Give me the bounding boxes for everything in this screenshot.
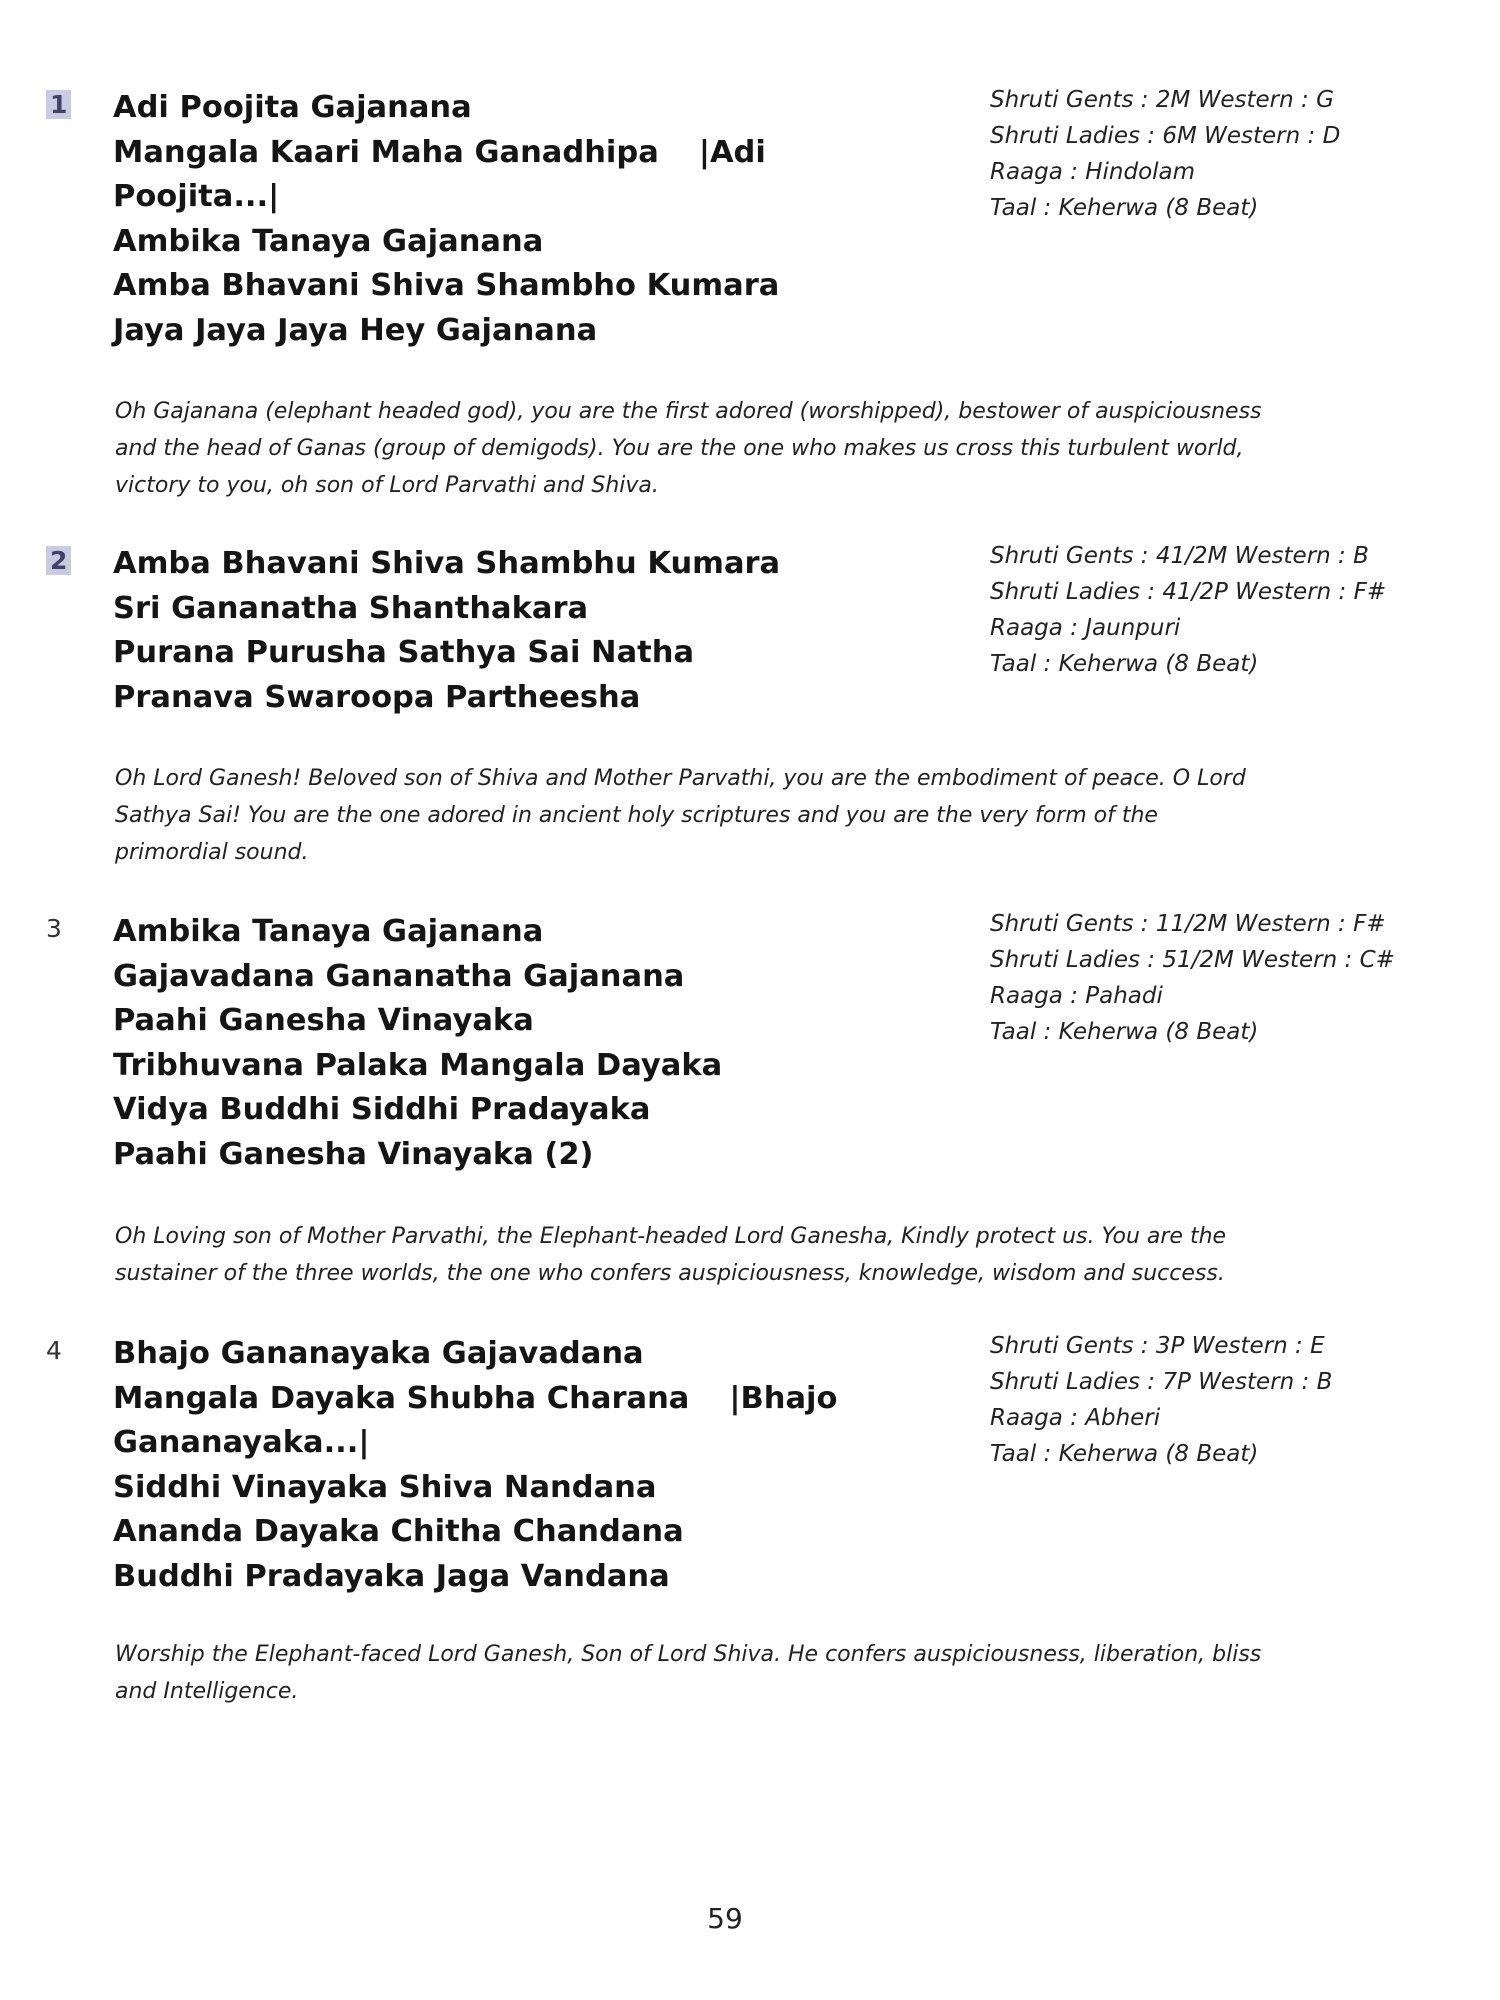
meaning-line: Worship the Elephant-faced Lord Ganesh, Son of Lord Shiva. He confers auspiciousness, liberation, bliss [115,1642,1262,1667]
lyric-line: Sri Gananatha Shanthakara [113,590,589,626]
song-meaning [115,760,1455,871]
refrain-marker: |Bhajo [729,1380,838,1416]
shruti-ladies: Shruti Ladies : 41/2P Western : F# [990,579,1387,605]
song-lyrics [113,1332,893,1599]
refrain-marker: |Adi [698,134,766,170]
taal: Taal : Keherwa (8 Beat) [990,651,1259,677]
lyric-line: Jaya Jaya Jaya Hey Gajanana [113,312,598,348]
lyric-line: Siddhi Vinayaka Shiva Nandana [113,1469,657,1505]
lyric-line: Vidya Buddhi Siddhi Pradayaka [113,1092,651,1127]
meaning-line: victory to you, oh son of Lord Parvathi and Shiva. [115,473,659,498]
lyric-line: Tribhuvana Palaka Mangala Dayaka [113,1047,723,1083]
lyric-line: Pranava Swaroopa Partheesha [113,679,641,715]
lyric-line [113,131,893,176]
lyric-line: Gananayaka...| [113,1425,370,1460]
song-details [990,1328,1460,1472]
lyric-line: Poojita...| [113,179,280,214]
song-lyrics [113,910,893,1177]
page-number: 59 [707,1902,743,1935]
lyric-line: Amba Bhavani Shiva Shambhu Kumara [113,546,781,581]
song-details [990,538,1460,682]
song-meaning [115,1636,1455,1710]
taal: Taal : Keherwa (8 Beat) [990,195,1259,221]
lyric-line [113,1377,893,1422]
meaning-line: Oh Lord Ganesh! Beloved son of Shiva and Mother Parvathi, you are the embodiment of peace. O Lord [115,766,1246,791]
taal: Taal : Keherwa (8 Beat) [990,1019,1259,1045]
lyric-line: Paahi Ganesha Vinayaka [113,1003,534,1038]
lyric-line: Bhajo Gananayaka Gajavadana [113,1336,644,1371]
song-meaning [115,393,1455,504]
song-lyrics [113,86,893,353]
song-number: 4 [46,1336,62,1365]
raaga: Raaga : Jaunpuri [990,615,1181,641]
shruti-gents: Shruti Gents : 2M Western : G [990,87,1334,113]
raaga: Raaga : Pahadi [990,983,1163,1009]
lyric-line: Purana Purusha Sathya Sai Natha [113,635,695,670]
shruti-ladies: Shruti Ladies : 7P Western : B [990,1369,1333,1395]
song-details [990,906,1460,1050]
raaga: Raaga : Abheri [990,1405,1161,1431]
meaning-line: and the head of Ganas (group of demigods). You are the one who makes us cross this turbulent world, [115,436,1244,461]
song-details [990,82,1460,226]
meaning-line: and Intelligence. [115,1679,299,1704]
song-number: 1 [46,90,71,119]
lyric-line: Paahi Ganesha Vinayaka (2) [113,1136,594,1172]
raaga: Raaga : Hindolam [990,159,1196,185]
song-lyrics [113,542,893,720]
lyric-line: Ambika Tanaya Gajanana [113,914,544,949]
lyric-text: Mangala Dayaka Shubha Charana [113,1380,690,1416]
shruti-gents: Shruti Gents : 11/2M Western : F# [990,911,1386,937]
song-number: 2 [46,546,71,575]
meaning-line: primordial sound. [115,840,309,865]
lyric-line: Ambika Tanaya Gajanana [113,223,544,259]
lyric-line: Adi Poojita Gajanana [113,90,472,125]
meaning-line: sustainer of the three worlds, the one who confers auspiciousness, knowledge, wisdom and success. [115,1261,1225,1286]
taal: Taal : Keherwa (8 Beat) [990,1441,1259,1467]
lyric-text: Mangala Kaari Maha Ganadhipa [113,134,659,170]
shruti-gents: Shruti Gents : 3P Western : E [990,1333,1325,1359]
meaning-line: Sathya Sai! You are the one adored in ancient holy scriptures and you are the very form of the [115,803,1158,828]
shruti-ladies: Shruti Ladies : 51/2M Western : C# [990,947,1395,973]
lyric-line: Gajavadana Gananatha Gajanana [113,958,685,994]
meaning-line: Oh Gajanana (elephant headed god), you are the first adored (worshipped), bestower of auspiciousness [115,399,1262,424]
song-meaning [115,1218,1455,1292]
shruti-gents: Shruti Gents : 41/2M Western : B [990,543,1369,569]
lyric-line: Ananda Dayaka Chitha Chandana [113,1514,684,1549]
shruti-ladies: Shruti Ladies : 6M Western : D [990,123,1341,149]
lyric-line: Amba Bhavani Shiva Shambho Kumara [113,268,780,303]
song-number: 3 [46,914,62,943]
meaning-line: Oh Loving son of Mother Parvathi, the Elephant-headed Lord Ganesha, Kindly protect us. You are the [115,1224,1227,1249]
lyric-line: Buddhi Pradayaka Jaga Vandana [113,1558,670,1594]
